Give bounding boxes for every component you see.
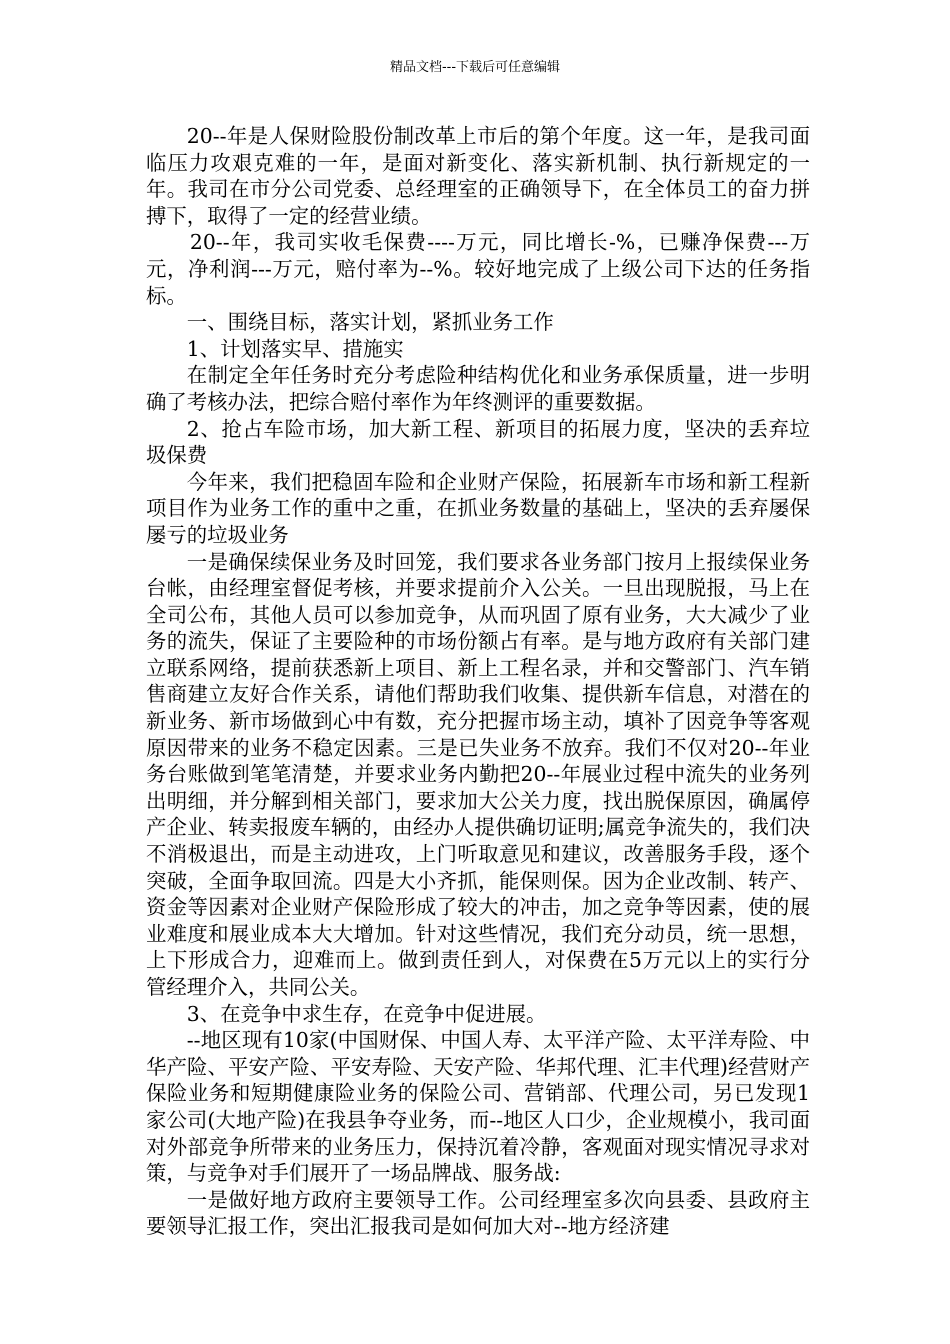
page-header: 精品文档---下载后可任意编辑 bbox=[389, 60, 561, 75]
paragraph-measures: 一是确保续保业务及时回笼，我们要求各业务部门按月上报续保业务台帐，由经理室督促考核，并要求提前介入公关。一旦出现脱报，马上在全司公布，其他人员可以参加竞争，从而巩固了原有业务，大大减少了业务的流失，保证了主要险种的市场份额占有率。是与地方政府有关部门建立联系网络，提前获悉新上项目、新上工程名录，并和交警部门、汽车销售商建立友好合作关系，请他们帮助我们收集、提供新车信息，对潜在的新业务、新市场做到心中有数，充分把握市场主动，填补了因竞争等客观原因带来的业务不稳定因素。三是已失业务不放弃。我们不仅对20--年业务台账做到笔笔清楚，并要求业务内勤把20--年展业过程中流失的业务列出明细，并分解到相关部门，要求加大公关力度，找出脱保原因，确属停产企业、转卖报废车辆的，由经办人提供确切证明;属竞争流失的，我们决不消极退出，而是主动进攻，上门听取意见和建议，改善服务手段，逐个突破，全面争取回流。四是大小齐抓，能保则保。因为企业改制、转产、资金等因素对企业财产保险形成了较大的冲击，加之竞争等因素，使的展业难度和展业成本大大增加。针对这些情况，我们充分动员，统一思想，上下形成合力，迎难而上。做到责任到人，对保费在5万元以上的实行分管经理介入，共同公关。 bbox=[146, 549, 810, 999]
subsection-heading-1: 1、计划落实早、措施实 bbox=[186, 336, 404, 361]
paragraph-government: 一是做好地方政府主要领导工作。公司经理室多次向县委、县政府主要领导汇报工作，突出汇报我司是如何加大对--地方经济建 bbox=[146, 1187, 810, 1239]
document-body bbox=[146, 123, 810, 1240]
paragraph-market: 今年来，我们把稳固车险和企业财产保险，拓展新车市场和新工程新项目作为业务工作的重中之重，在抓业务数量的基础上，坚决的丢弃屡保屡亏的垃圾业务 bbox=[146, 469, 810, 547]
subsection-heading-3: 3、在竞争中求生存，在竞争中促进展。 bbox=[186, 1001, 547, 1026]
subsection-heading-2: 2、抢占车险市场，加大新工程、新项目的拓展力度，坚决的丢弃垃圾保费 bbox=[146, 416, 810, 468]
paragraph-figures: 20--年，我司实收毛保费----万元，同比增长-%，已赚净保费---万元，净利润---万元，赔付率为--%。较好地完成了上级公司下达的任务指标。 bbox=[146, 230, 810, 308]
paragraph-plan: 在制定全年任务时充分考虑险种结构优化和业务承保质量，进一步明确了考核办法，把综合赔付率作为年终测评的重要数据。 bbox=[146, 363, 810, 414]
paragraph-competition: --地区现有10家(中国财保、中国人寿、太平洋产险、太平洋寿险、中华产险、平安产险、平安寿险、天安产险、华邦代理、汇丰代理)经营财产保险业务和短期健康险业务的保险公司、营销部、代理公司，另已发现1家公司(大地产险)在我县争夺业务，而--地区人口少，企业规模小，我司面对外部竞争所带来的业务压力，保持沉着冷静，客观面对现实情况寻求对策，与竞争对手们展开了一场品牌战、服务战: bbox=[146, 1028, 810, 1186]
paragraph-intro: 20--年是人保财险股份制改革上市后的第个年度。这一年，是我司面临压力攻艰克难的一年，是面对新变化、落实新机制、执行新规定的一年。我司在市分公司党委、总经理室的正确领导下，在全体员工的奋力拼搏下，取得了一定的经营业绩。 bbox=[146, 124, 810, 228]
section-heading-1: 一、围绕目标，落实计划，紧抓业务工作 bbox=[186, 310, 554, 335]
